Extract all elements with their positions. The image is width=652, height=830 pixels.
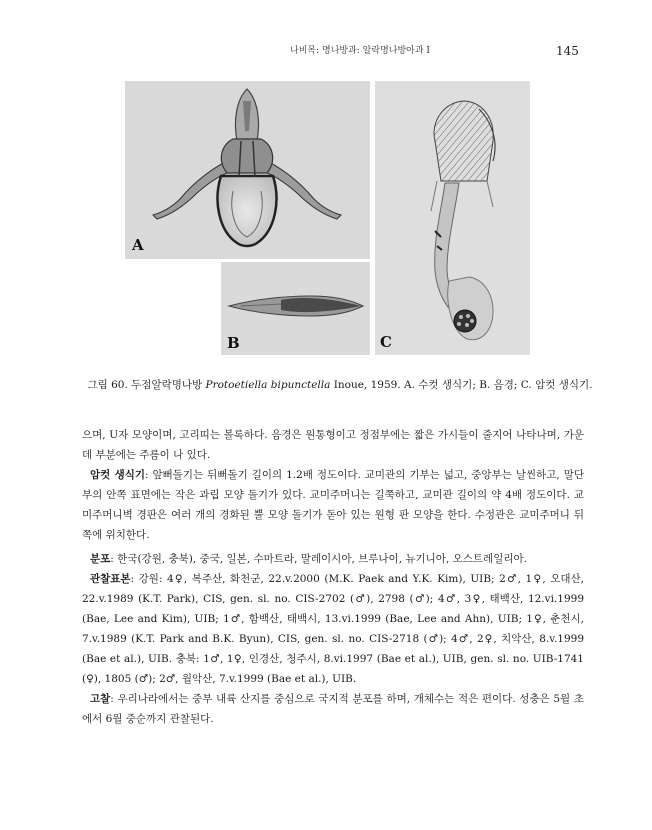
caption-species: Protoetiella bipunctella — [205, 379, 331, 391]
female-genitalia-text: : 앞뻐돌기는 뒤뻐돌기 길이의 1.2배 정도이다. 교미관의 기부는 넓고, 중앙부는 날씬하고, 말단부의 안쪽 표면에는 작은 과립 모양 돌기가 있다. 교미주머니는 길쭉하고, 교미관 길이의 약 4배 정도이다. 교미주머니벽 경판은 여러 개의 경화된 뿔 모양 돌기가 돋아 있는 원형 판 모양을 한다. 수정관은 교미주머니 뒤쪽에 위치한다. — [82, 469, 584, 541]
female-genitalia-heading: 암컷 생식기 — [90, 469, 145, 481]
page-number: 145 — [556, 44, 579, 58]
description-block — [82, 425, 584, 545]
plate-c-female-genitalia — [375, 81, 530, 355]
remarks-paragraph — [82, 689, 584, 729]
female-genitalia-drawing — [375, 81, 530, 355]
specimens-text: : 강원: 4♀, 복주산, 화천군, 22.v.2000 (M.K. Paek and Y.K. Kim), UIB; 2♂, 1♀, 오대산, 22.v.1989 (K.T. Park), CIS, gen. sl. no. CIS-2702 (♂), 2798 (♂); 4♂, 3♀, 태백산, 12.vi.1999 (Bae, Lee and Kim), UIB; 1♂, 함백산, 태백시, 13.vi.1999 (Bae, Lee and Ahn), UIB; 1♀, 춘천시, 7.v.1989 (K.T. Park and B.K. Byun), CIS, gen. sl. no. CIS-2718 (♂); 4♂, 2♀, 치악산, 8.v.1999 (Bae et al.), UIB. 충북: 1♂, 1♀, 인경산, 청주시, 8.vi.1997 (Bae et al.), UIB, gen. sl. no. UIB-1741 (♀), 1805 (♂); 2♂, 월악산, 7.v.1999 (Bae et al.), UIB. — [82, 573, 584, 685]
plate-c-label: C — [380, 333, 392, 351]
caption-suffix: Inoue, 1959. A. 수컷 생식기; B. 음경; C. 암컷 생식기. — [330, 379, 593, 391]
distribution-paragraph — [82, 549, 584, 569]
plate-a-label: A — [132, 236, 144, 254]
distribution-text: : 한국(강원, 충북), 중국, 일본, 수마트라, 말레이시아, 브루나이, 뉴기니아, 오스트레일리아. — [110, 553, 527, 565]
distribution-block — [82, 549, 584, 729]
male-genitalia-continuation: 으며, U자 모양이며, 고리띠는 볼록하다. 음경은 원통형이고 정점부에는 짧은 가시들이 줄지어 나타나며, 가운데 부분에는 주름이 나 있다. — [82, 429, 584, 461]
remarks-heading: 고찰 — [90, 693, 111, 705]
plate-a-male-genitalia — [125, 81, 370, 259]
plate-b-aedeagus — [221, 262, 370, 355]
aedeagus-drawing — [221, 262, 370, 355]
caption-prefix: 그림 60. 두점알락명나방 — [87, 379, 206, 391]
male-genitalia-drawing — [125, 81, 370, 259]
distribution-heading: 분포 — [90, 553, 111, 565]
running-header: 나비목: 명나방과: 알락명나방아과 I — [290, 46, 430, 56]
figure-caption — [70, 377, 610, 392]
specimens-heading: 관찰표본 — [90, 573, 131, 585]
plate-b-label: B — [227, 334, 240, 352]
specimens-paragraph — [82, 569, 584, 689]
female-genitalia-paragraph — [82, 465, 584, 545]
remarks-text: : 우리나라에서는 중부 내륙 산지를 중심으로 국지적 분포를 하며, 개체수는 적은 편이다. 성충은 5월 초에서 6월 중순까지 관찰된다. — [82, 693, 584, 725]
